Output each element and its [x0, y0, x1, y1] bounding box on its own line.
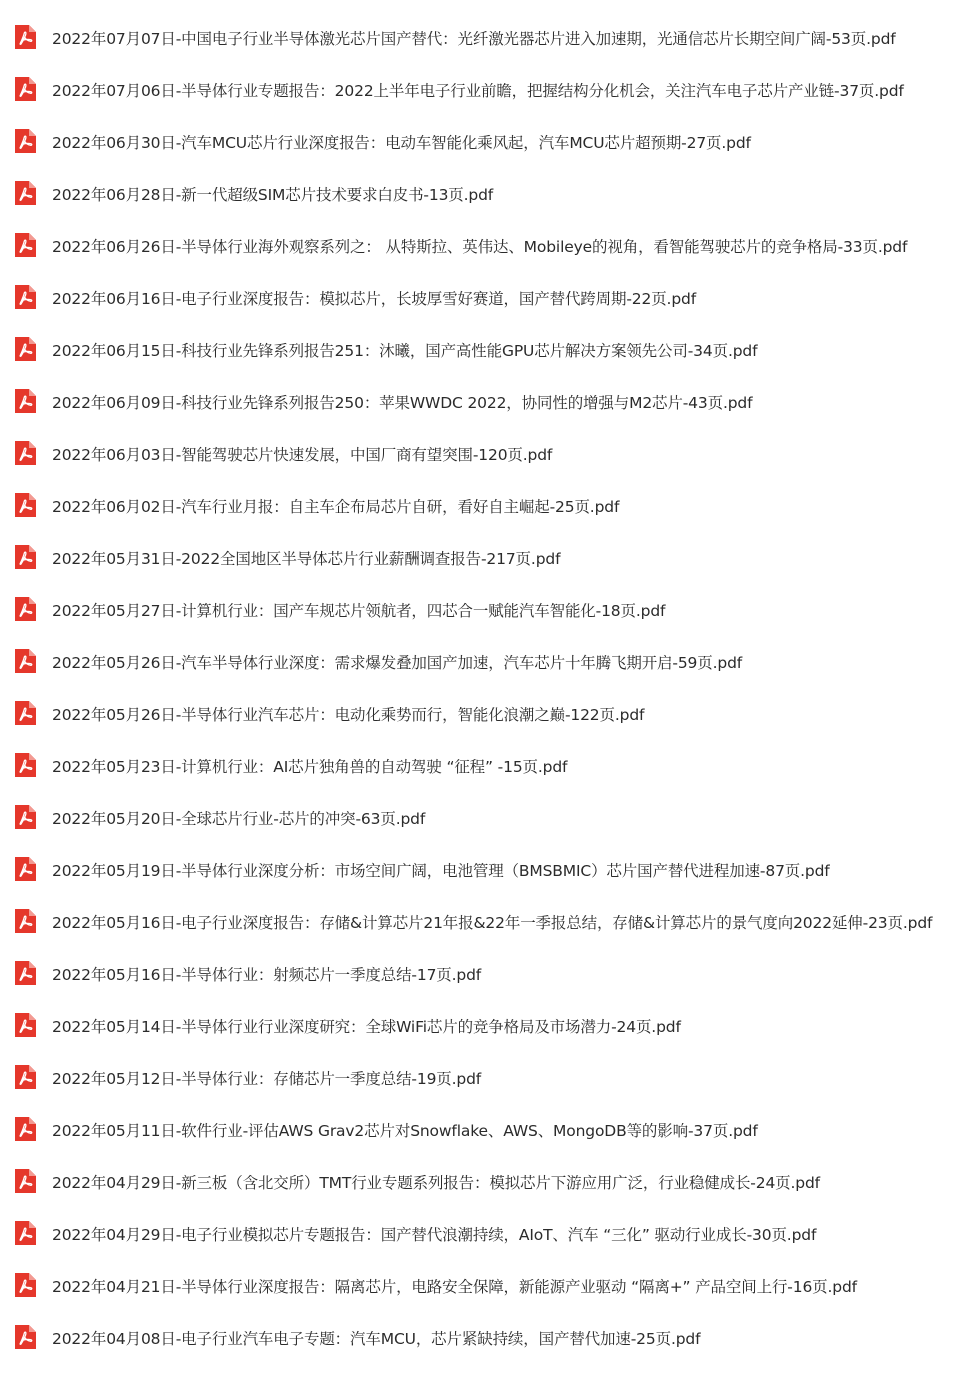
pdf-file-icon — [14, 181, 36, 205]
file-list-item[interactable] — [0, 12, 975, 64]
file-name: 2022年06月15日-科技行业先锋系列报告251：沐曦，国产高性能GPU芯片解决方案领先公司-34页.pdf — [52, 342, 758, 360]
file-list-item[interactable] — [0, 168, 975, 220]
file-list-item[interactable] — [0, 740, 975, 792]
pdf-file-icon — [14, 441, 36, 465]
pdf-file-icon — [14, 285, 36, 309]
file-list-item[interactable] — [0, 1052, 975, 1104]
pdf-file-icon — [14, 129, 36, 153]
pdf-file-icon — [14, 909, 36, 933]
pdf-file-icon — [14, 701, 36, 725]
file-list-item[interactable] — [0, 896, 975, 948]
pdf-file-icon — [14, 77, 36, 101]
pdf-file-icon — [14, 805, 36, 829]
pdf-file-icon — [14, 753, 36, 777]
pdf-file-icon — [14, 597, 36, 621]
file-list-item[interactable] — [0, 636, 975, 688]
file-list-item[interactable] — [0, 584, 975, 636]
file-name: 2022年07月06日-半导体行业专题报告：2022上半年电子行业前瞻，把握结构分化机会，关注汽车电子芯片产业链-37页.pdf — [52, 82, 904, 100]
file-list-item[interactable] — [0, 220, 975, 272]
file-name: 2022年05月16日-电子行业深度报告：存储&计算芯片21年报&22年一季报总结，存储&计算芯片的景气度向2022延伸-23页.pdf — [52, 914, 933, 932]
file-name: 2022年05月27日-计算机行业：国产车规芯片领航者，四芯合一赋能汽车智能化-18页.pdf — [52, 602, 666, 620]
file-list-item[interactable] — [0, 64, 975, 116]
file-name: 2022年06月02日-汽车行业月报：自主车企布局芯片自研，看好自主崛起-25页.pdf — [52, 498, 620, 516]
pdf-file-icon — [14, 1221, 36, 1245]
file-list-item[interactable] — [0, 1104, 975, 1156]
file-name: 2022年04月21日-半导体行业深度报告：隔离芯片，电路安全保障，新能源产业驱动 “隔离+” 产品空间上行-16页.pdf — [52, 1278, 857, 1296]
file-name: 2022年05月12日-半导体行业：存储芯片一季度总结-19页.pdf — [52, 1070, 482, 1088]
pdf-file-icon — [14, 545, 36, 569]
file-name: 2022年07月07日-中国电子行业半导体激光芯片国产替代：光纤激光器芯片进入加速期，光通信芯片长期空间广阔-53页.pdf — [52, 30, 896, 48]
file-list-item[interactable] — [0, 1208, 975, 1260]
file-list-item[interactable] — [0, 116, 975, 168]
file-list-item[interactable] — [0, 1156, 975, 1208]
file-list-item[interactable] — [0, 1312, 975, 1364]
file-name: 2022年05月26日-汽车半导体行业深度：需求爆发叠加国产加速，汽车芯片十年腾飞期开启-59页.pdf — [52, 654, 743, 672]
file-name: 2022年05月14日-半导体行业行业深度研究：全球WiFi芯片的竞争格局及市场潜力-24页.pdf — [52, 1018, 681, 1036]
file-name: 2022年05月26日-半导体行业汽车芯片：电动化乘势而行，智能化浪潮之巅-122页.pdf — [52, 706, 645, 724]
pdf-file-icon — [14, 25, 36, 49]
file-list-item[interactable] — [0, 1000, 975, 1052]
pdf-file-icon — [14, 1013, 36, 1037]
file-name: 2022年05月23日-计算机行业：AI芯片独角兽的自动驾驶 “征程” -15页.pdf — [52, 758, 568, 776]
file-list-item[interactable] — [0, 532, 975, 584]
file-list-item[interactable] — [0, 688, 975, 740]
file-list-item[interactable] — [0, 376, 975, 428]
pdf-file-icon — [14, 1325, 36, 1349]
file-list-item[interactable] — [0, 792, 975, 844]
file-name: 2022年05月31日-2022全国地区半导体芯片行业薪酬调查报告-217页.pdf — [52, 550, 561, 568]
pdf-file-icon — [14, 649, 36, 673]
file-name: 2022年04月29日-电子行业模拟芯片专题报告：国产替代浪潮持续，AIoT、汽车 “三化” 驱动行业成长-30页.pdf — [52, 1226, 817, 1244]
file-list-item[interactable] — [0, 480, 975, 532]
file-list-item[interactable] — [0, 948, 975, 1000]
file-list-item[interactable] — [0, 0, 975, 12]
file-name: 2022年05月16日-半导体行业：射频芯片一季度总结-17页.pdf — [52, 966, 482, 984]
pdf-file-icon — [14, 1273, 36, 1297]
file-name: 2022年06月03日-智能驾驶芯片快速发展，中国厂商有望突围-120页.pdf — [52, 446, 553, 464]
file-list-item[interactable] — [0, 272, 975, 324]
file-name: 2022年06月30日-汽车MCU芯片行业深度报告：电动车智能化乘风起，汽车MCU芯片超预期-27页.pdf — [52, 134, 751, 152]
file-name: 2022年04月08日-电子行业汽车电子专题：汽车MCU，芯片紧缺持续，国产替代加速-25页.pdf — [52, 1330, 701, 1348]
file-name: 2022年06月26日-半导体行业海外观察系列之： 从特斯拉、英伟达、Mobileye的视角，看智能驾驶芯片的竞争格局-33页.pdf — [52, 238, 908, 256]
pdf-file-icon — [14, 389, 36, 413]
file-name: 2022年04月29日-新三板（含北交所）TMT行业专题系列报告：模拟芯片下游应用广泛，行业稳健成长-24页.pdf — [52, 1174, 820, 1192]
file-name: 2022年06月16日-电子行业深度报告：模拟芯片，长坡厚雪好赛道，国产替代跨周期-22页.pdf — [52, 290, 697, 308]
file-list-item[interactable] — [0, 428, 975, 480]
pdf-file-icon — [14, 1169, 36, 1193]
file-name: 2022年05月11日-软件行业-评估AWS Grav2芯片对Snowflake、AWS、MongoDB等的影响-37页.pdf — [52, 1122, 758, 1140]
file-name: 2022年05月19日-半导体行业深度分析：市场空间广阔，电池管理（BMSBMIC）芯片国产替代进程加速-87页.pdf — [52, 862, 830, 880]
file-list-item[interactable] — [0, 324, 975, 376]
file-name: 2022年06月28日-新一代超级SIM芯片技术要求白皮书-13页.pdf — [52, 186, 494, 204]
pdf-file-icon — [14, 1117, 36, 1141]
pdf-file-icon — [14, 337, 36, 361]
file-name: 2022年06月09日-科技行业先锋系列报告250：苹果WWDC 2022，协同性的增强与M2芯片-43页.pdf — [52, 394, 753, 412]
file-list-item[interactable] — [0, 1260, 975, 1312]
pdf-file-icon — [14, 233, 36, 257]
file-list-item[interactable] — [0, 844, 975, 896]
file-name: 2022年05月20日-全球芯片行业-芯片的冲突-63页.pdf — [52, 810, 426, 828]
pdf-file-icon — [14, 493, 36, 517]
pdf-file-icon — [14, 857, 36, 881]
pdf-file-icon — [14, 961, 36, 985]
pdf-file-icon — [14, 1065, 36, 1089]
